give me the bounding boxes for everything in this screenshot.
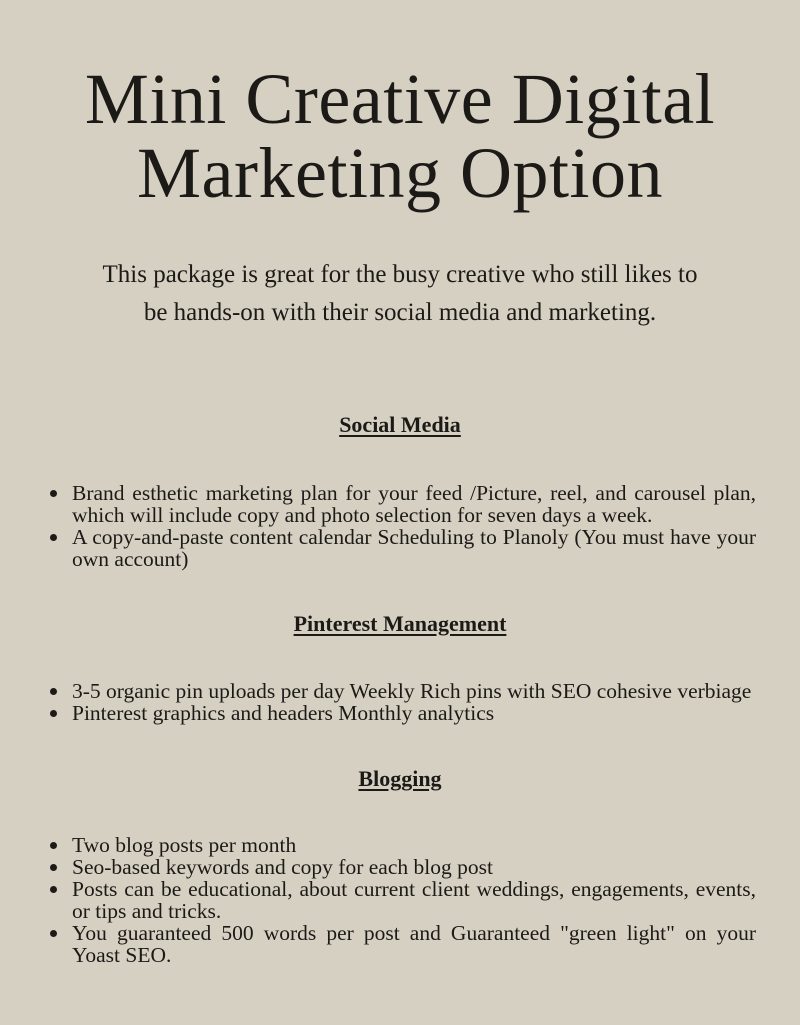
page-title-line-1: Mini Creative Digital — [84, 59, 716, 139]
page-title — [0, 59, 800, 213]
section-heading-pinterest-management: Pinterest Management — [293, 611, 507, 636]
list-item: You guaranteed 500 words per post and Guaranteed "green light" on your Yoast SEO. — [72, 921, 756, 967]
section-heading-blogging: Blogging — [358, 766, 442, 791]
blogging-list — [72, 834, 756, 966]
list-item: Posts can be educational, about current client weddings, engagements, events, or tips and tricks. — [72, 877, 756, 923]
page-title-line-2: Marketing Option — [137, 133, 663, 213]
list-item: A copy-and-paste content calendar Scheduling to Planoly (You must have your own account) — [72, 525, 756, 571]
list-item: Two blog posts per month — [72, 834, 756, 856]
intro-paragraph: This package is great for the busy creative who still likes to be hands-on with their social media and marketing. — [102, 261, 698, 326]
list-item: Pinterest graphics and headers Monthly analytics — [72, 702, 756, 724]
list-item: 3-5 organic pin uploads per day Weekly Rich pins with SEO cohesive verbiage — [72, 680, 756, 702]
list-item: Brand esthetic marketing plan for your feed /Picture, reel, and carousel plan, which will include copy and photo selection for seven days a week. — [72, 481, 756, 527]
list-item: Seo-based keywords and copy for each blog post — [72, 856, 756, 878]
section-heading-social-media: Social Media — [339, 412, 461, 437]
social-media-list — [72, 482, 756, 570]
pinterest-management-list — [72, 680, 756, 724]
